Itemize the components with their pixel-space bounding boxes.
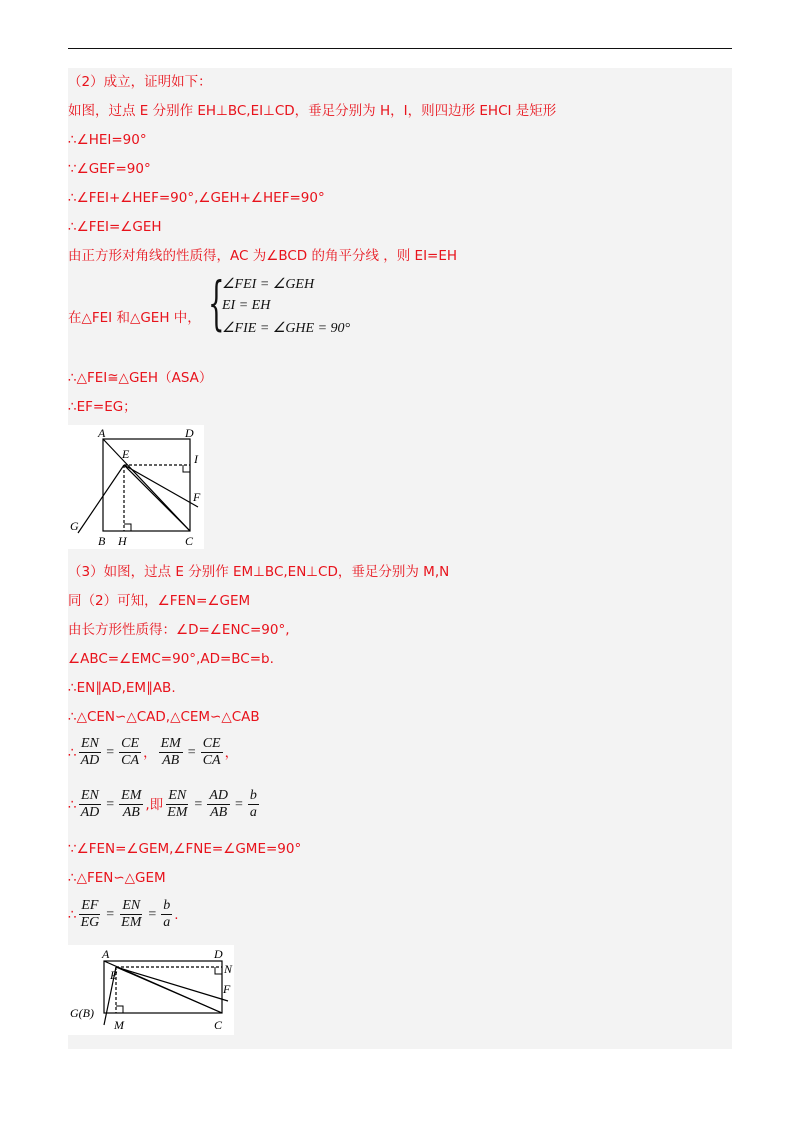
part3-line-5: ∴EN∥AD,EM∥AB. [68, 680, 176, 696]
system-row-3: ∠FIE = ∠GHE = 90° [222, 321, 351, 336]
header-rule [68, 48, 732, 49]
label-F: F [223, 982, 231, 996]
label-E: E [122, 447, 130, 461]
label-I: I [194, 452, 198, 466]
part2-line-1: （2）成立，证明如下： [68, 74, 212, 90]
therefore-symbol: ∴ [68, 744, 77, 761]
system-row-2: EI = EH [222, 298, 271, 313]
part2-line-3: ∴∠HEI=90° [68, 132, 147, 148]
part3-line-2: 同（2）可知，∠FEN=∠GEM [68, 593, 251, 609]
fraction-en-ad: $\frac{EN}{AD}$ [80, 736, 100, 768]
system-row-1: ∠FEI = ∠GEH [222, 277, 315, 292]
figure-square [68, 425, 204, 549]
part3-line-3: 由长方形性质得：∠D=∠ENC=90°, [68, 622, 290, 638]
therefore-symbol: ∴ [68, 906, 77, 923]
ratio-line-2: ∴ $\frac{EN}{AD}$ = $\frac{EM}{AB}$ ,即 $\frac{EN}{EM}$ = $\frac{AD}{AB}$ = $\frac{b}{a}$ [68, 788, 257, 820]
label-G: G [70, 519, 79, 533]
part2-line-5: ∴∠FEI+∠HEF=90°,∠GEH+∠HEF=90° [68, 190, 325, 206]
left-brace: { [208, 269, 225, 337]
fraction-en-em: $\frac{EN}{EM}$ [167, 788, 188, 820]
fraction-ce-ca: $\frac{CE}{CA}$ [121, 736, 140, 768]
label-E: E [110, 968, 118, 982]
label-D: D [214, 947, 223, 961]
fraction-ce-ca-2: $\frac{CE}{CA}$ [202, 736, 221, 768]
label-B: B [98, 534, 106, 548]
label-N: N [224, 962, 233, 976]
fraction-b-a: $\frac{b}{a}$ [249, 788, 257, 820]
part2-line-7: 由正方形对角线的性质得，AC 为∠BCD 的角平分线 ，则 EI=EH [68, 248, 458, 264]
part2-line-2: 如图，过点 E 分别作 EH⊥BC,EI⊥CD，垂足分别为 H，I，则四边形 EHCI 是矩形 [68, 103, 557, 119]
part2-line-8: 在△FEI 和△GEH 中， [68, 310, 201, 326]
ratio-line-1: ∴ $\frac{EN}{AD}$ = $\frac{CE}{CA}$ ， $\frac{EM}{AB}$ = $\frac{CE}{CA}$ ， [68, 736, 239, 768]
fraction-en-ad: $\frac{EN}{AD}$ [80, 788, 100, 820]
fraction-em-ab: $\frac{EM}{AB}$ [160, 736, 181, 768]
label-A: A [98, 426, 106, 440]
period: . [174, 906, 179, 923]
fraction-b-a: $\frac{b}{a}$ [163, 898, 171, 930]
fraction-ad-ab: $\frac{AD}{AB}$ [209, 788, 228, 820]
part2-line-10: ∴EF=EG； [68, 399, 137, 415]
label-M: M [114, 1018, 124, 1032]
part3-line-4: ∠ABC=∠EMC=90°,AD=BC=b. [68, 651, 274, 667]
figure-rectangle-svg [68, 945, 234, 1035]
therefore-symbol: ∴ [68, 796, 77, 813]
label-C: C [185, 534, 194, 548]
label-C: C [214, 1018, 223, 1032]
part2-line-4: ∵∠GEF=90° [68, 161, 151, 177]
comma: ， [224, 744, 239, 761]
figure-rectangle [68, 945, 234, 1035]
part2-line-9: ∴△FEI≅△GEH（ASA） [68, 370, 213, 386]
label-A: A [102, 947, 110, 961]
part3-line-10: ∴△FEN∽△GEM [68, 870, 166, 886]
fraction-em-ab: $\frac{EM}{AB}$ [121, 788, 142, 820]
ratio-line-3: ∴ $\frac{EF}{EG}$ = $\frac{EN}{EM}$ = $\frac{b}{a}$ . [68, 898, 179, 930]
label-F: F [193, 490, 201, 504]
label-GB: G(B) [70, 1006, 94, 1020]
label-H: H [118, 534, 127, 548]
label-D: D [185, 426, 194, 440]
ji-text: ,即 [145, 796, 164, 813]
figure-square-svg [68, 425, 204, 549]
part3-line-9: ∵∠FEN=∠GEM,∠FNE=∠GME=90° [68, 841, 302, 857]
part3-line-1: （3）如图，过点 E 分别作 EM⊥BC,EN⊥CD，垂足分别为 M,N [68, 564, 450, 580]
part3-line-6: ∴△CEN∽△CAD,△CEM∽△CAB [68, 709, 260, 725]
comma: ， [143, 744, 157, 761]
fraction-ef-eg: $\frac{EF}{EG}$ [80, 898, 100, 930]
part2-line-6: ∴∠FEI=∠GEH [68, 219, 162, 235]
fraction-en-em: $\frac{EN}{EM}$ [121, 898, 142, 930]
